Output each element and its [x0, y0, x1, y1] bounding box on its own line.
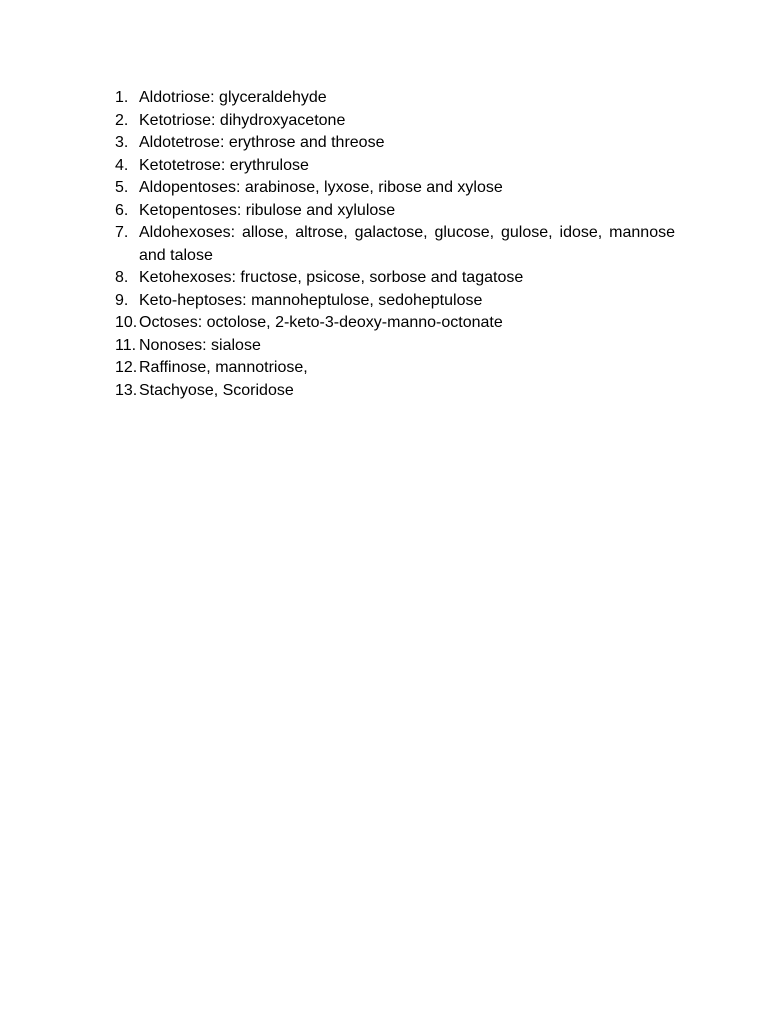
list-item	[115, 110, 675, 133]
list-item	[115, 357, 675, 380]
list-item-number: 7.	[115, 224, 129, 241]
list-item	[115, 267, 675, 290]
list-item-number: 1.	[115, 89, 129, 106]
list-item-text: Aldopentoses: arabinose, lyxose, ribose and xylose	[139, 179, 503, 196]
list-item-text: Aldotriose: glyceraldehyde	[139, 89, 327, 106]
list-item	[115, 155, 675, 178]
list-item-text: Stachyose, Scoridose	[139, 381, 294, 399]
list-item-text: Ketohexoses: fructose, psicose, sorbose and tagatose	[139, 269, 524, 286]
list-item	[115, 312, 675, 335]
list-item-text: Raffinose, mannotriose,	[139, 359, 308, 376]
list-item-number: 5.	[115, 179, 129, 196]
list-item	[115, 335, 675, 358]
sugar-classification-list	[115, 87, 675, 402]
list-item	[115, 290, 675, 313]
list-item	[115, 132, 675, 155]
list-item-number: 6.	[115, 201, 129, 219]
list-item-number: 12.	[115, 359, 138, 376]
list-item-number: 13.	[115, 381, 138, 399]
list-item-number: 4.	[115, 156, 129, 174]
list-item-text: Ketotriose: dihydroxyacetone	[139, 111, 346, 129]
list-item	[115, 177, 675, 200]
list-item-text: Nonoses: sialose	[139, 336, 261, 354]
list-item	[115, 222, 675, 267]
list-item-text: Ketotetrose: erythrulose	[139, 156, 309, 174]
list-item	[115, 380, 675, 403]
list-item	[115, 87, 675, 110]
list-item-number: 9.	[115, 291, 129, 309]
list-item-number: 8.	[115, 269, 129, 286]
list-item-text: Octoses: octolose, 2-keto-3-deoxy-manno-octonate	[139, 314, 503, 331]
list-item-text: Aldohexoses: allose, altrose, galactose, glucose, gulose, idose, mannose and talose	[139, 224, 675, 264]
list-item	[115, 200, 675, 223]
list-item-number: 10.	[115, 314, 138, 331]
list-item-number: 11.	[115, 336, 137, 354]
list-item-text: Ketopentoses: ribulose and xylulose	[139, 201, 396, 219]
list-item-text: Aldotetrose: erythrose and threose	[139, 134, 385, 151]
list-item-text: Keto-heptoses: mannoheptulose, sedoheptulose	[139, 291, 483, 309]
list-item-number: 3.	[115, 134, 129, 151]
list-item-number: 2.	[115, 111, 129, 129]
